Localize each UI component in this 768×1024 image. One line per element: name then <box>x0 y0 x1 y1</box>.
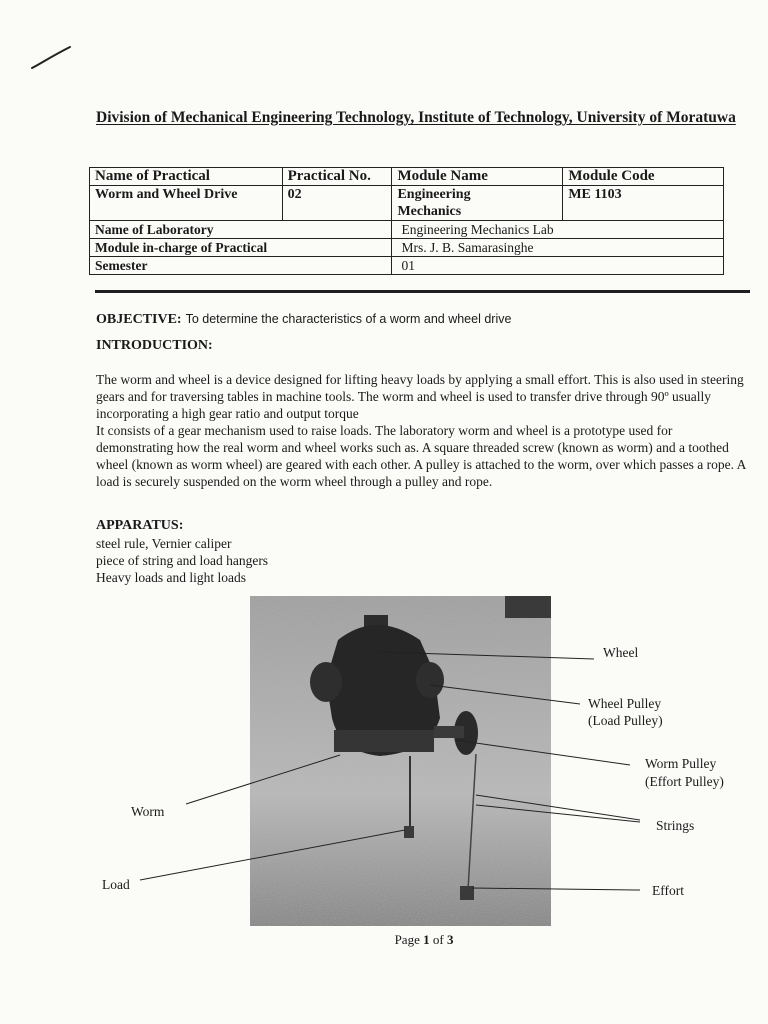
module-name: Engineering Mechanics <box>392 186 563 221</box>
practical-number: 02 <box>282 186 392 221</box>
page-total: 3 <box>446 932 454 947</box>
value-module-in-charge: Mrs. J. B. Samarasinghe <box>392 239 724 257</box>
label-load: Load <box>102 877 130 892</box>
label-laboratory: Name of Laboratory <box>90 221 392 239</box>
list-item: piece of string and load hangers <box>96 553 269 568</box>
label-load-pulley: (Load Pulley) <box>588 713 663 728</box>
page-of: of <box>432 932 444 947</box>
label-strings: Strings <box>656 818 695 833</box>
label-worm: Worm <box>131 804 165 819</box>
header-name-of-practical: Name of Practical <box>90 168 283 186</box>
value-semester: 01 <box>392 257 724 275</box>
page-prefix: Page <box>394 932 420 947</box>
module-code: ME 1103 <box>563 186 724 221</box>
label-module-in-charge: Module in-charge of Practical <box>90 239 392 257</box>
label-worm-pulley: Worm Pulley <box>645 756 717 771</box>
introduction-heading: INTRODUCTION: <box>96 338 213 353</box>
label-effort: Effort <box>652 883 684 898</box>
page-number <box>0 932 768 948</box>
objective-label: OBJECTIVE: <box>96 312 182 327</box>
apparatus-photo <box>250 596 551 926</box>
label-wheel: Wheel <box>603 645 639 660</box>
institution-title: Division of Mechanical Engineering Technology, Institute of Technology, University of Moratuwa <box>96 109 736 126</box>
label-effort-pulley: (Effort Pulley) <box>645 774 724 789</box>
intro-paragraph: It consists of a gear mechanism used to raise loads. The laboratory worm and wheel is a prototype used for demonstrating how the real worm and wheel works such as. A square threaded screw (known as worm) and a toothed wheel (known as worm wheel) are geared with each other. A pulley is attached to the worm, over which passes a rope. A load is securely suspended on the worm wheel through a pulley and rope. <box>96 423 746 489</box>
list-item: steel rule, Vernier caliper <box>96 536 232 551</box>
label-wheel-pulley: Wheel Pulley <box>588 696 662 711</box>
label-semester: Semester <box>90 257 392 275</box>
value-laboratory: Engineering Mechanics Lab <box>392 221 724 239</box>
list-item: Heavy loads and light loads <box>96 570 246 585</box>
page-current: 1 <box>423 932 430 947</box>
practical-name: Worm and Wheel Drive <box>90 186 283 221</box>
apparatus-heading: APPARATUS: <box>96 518 184 533</box>
header-practical-no: Practical No. <box>282 168 392 186</box>
objective-text: To determine the characteristics of a worm and wheel drive <box>185 312 512 326</box>
header-module-name: Module Name <box>392 168 563 186</box>
intro-paragraph: The worm and wheel is a device designed for lifting heavy loads by applying a small effort. This is also used in steering gears and for traversing tables in machine tools. The worm and wheel is used to transfer drive through 90º usually incorporating a high gear ratio and output torque <box>96 372 744 421</box>
header-module-code: Module Code <box>563 168 724 186</box>
